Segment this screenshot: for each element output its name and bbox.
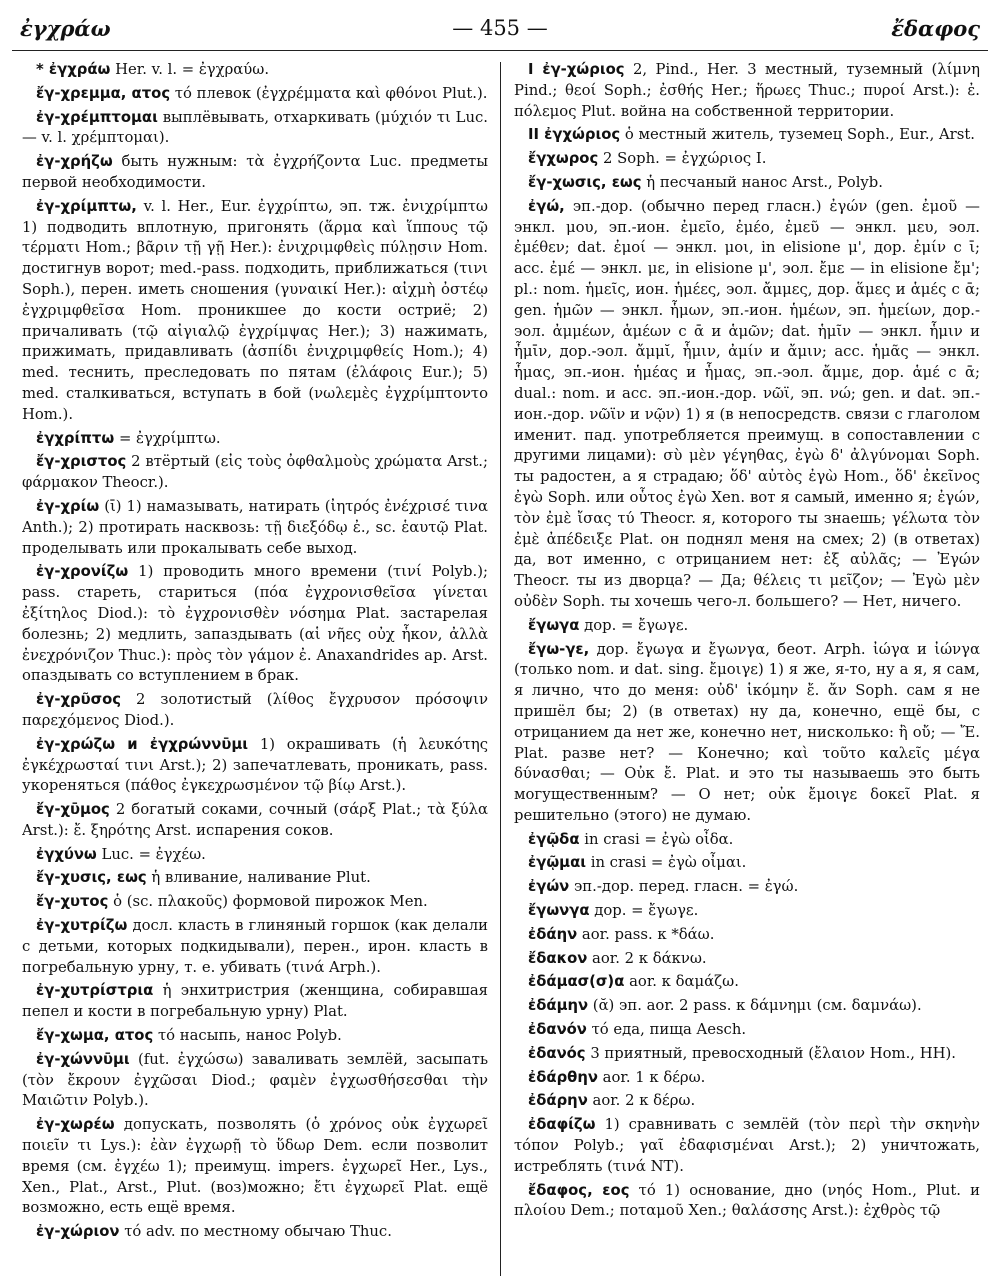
entry-headword: * ἐγχράω (36, 61, 111, 78)
entry-headword: ἐγ-χρίω (36, 497, 100, 515)
dictionary-entry (514, 830, 980, 851)
entry-headword: ἐδάρην (528, 1092, 588, 1110)
entry-headword: ἔγχωρος (528, 150, 599, 168)
entry-definition: эп.-дор. (обычно перед гласн.) ἐγών (gen. ἐμοῦ — энкл. μου, эп.-ион. ἐμεῖο, ἐμέο, ἐμεῦ — энкл. μευ, эол. ἐμέθεν; dat. ἐμοί — энкл. μοι, in elisione μ', дор. ἐμίν с ῑ; acc. ἐμέ — энкл. με, in elisione μ', эол. ἔμε — in elisione ἔμ'; pl.: nom. ἡμεῖς, ион. ἡμέες, эол. ἄμμες, дор. ἅμες и ἁμές с ᾱ; gen. ἡμῶν — энкл. ἧμων, эп.-ион. ἡμέων, эп. ἡμείων, дор.-эол. ἀμμέων, ἁμέων с ᾱ и ἁμῶν; dat. ἡμῖν — энкл. ἧμιν и ἧμῑν, дор.-эол. ἄμμῐ, ἧμιν, ἀμίν и ἄμιν; acc. ἡμᾶς — энкл. ἧμας, эп.-ион. ἡμέας и ἧμας, эп.-эол. ἄμμε, дор. ἁμέ с ᾱ; dual.: nom. и acc. эп.-ион.-дор. νῶϊ, эп. νώ; gen. и dat. эп.-ион.-дор. νῶϊν и νῷν) 1) я (в непосредств. связи с глаголом именит. пад. употребляется преимущ. в сопоставлении с другими лицами): σὺ μὲν γέγηθας, ἐγὼ δ' ἀλγύνομαι Soph. ты радостен, а я страдаю; ὅδ' αὐτὸς ἐγὼ Hom., ὅδ' ἐκεῖνος ἐγὼ Soph. или οὗτος ἐγὼ Xen. вот я самый, именно я; ἐγών, τὸν ἐμὲ ἴσας τύ Theocr. я, которого ты знаешь; γέλωτα τὸν ἐμὲ ἀπέδειξε Plat. он поднял меня на смех; 2) (в ответах) да, вот именно, с отрицанием нет: ἐξ αὐλᾶς; — Ἐγών Theocr. ты из дворца? — Да; θέλεις τι μεῖζον; — Ἐγὼ μὲν οὐδὲν Soph. ты хочешь чего-л. большего? — Нет, ничего. (514, 197, 980, 610)
entry-headword: ἐδανόν (528, 1021, 587, 1039)
dictionary-entry (514, 972, 980, 993)
entry-definition: дор. = ἔγωγε. (584, 616, 689, 634)
entry-definition: (ᾰ) эп. aor. 2 pass. к δάμνημι (см. δαμνάω). (592, 997, 922, 1015)
entry-definition: = ἐγχρίμπτω. (118, 429, 221, 447)
entry-definition: 3 приятный, превосходный (ἔλαιον Hom., HH). (590, 1044, 956, 1062)
entry-headword: ἔγ-χυσις, εως (36, 869, 147, 887)
dictionary-entry (22, 429, 488, 450)
entry-definition: τό плевок (ἐγχρέμματα καὶ φθόνοι Plut.). (174, 84, 488, 102)
entry-headword: ἐγ-χυτρίστρια (36, 982, 154, 1000)
entry-definition: in crasi = ἐγὼ οἶδα. (584, 830, 734, 848)
dictionary-entry (514, 925, 980, 946)
dictionary-entry (22, 497, 488, 559)
entry-definition: τό еда, пища Aesch. (591, 1021, 747, 1039)
dictionary-entry (22, 868, 488, 889)
entry-headword: ἐδαφίζω (528, 1116, 596, 1134)
dictionary-entry (514, 640, 980, 827)
entry-definition: ὁ (sc. πλακοῦς) формовой пирожок Men. (113, 893, 428, 911)
dictionary-entry (22, 690, 488, 732)
entry-definition: 1) проводить много времени (τινί Polyb.); pass. стареть, стариться (πόα ἐγχρονισθεῖσα γίνεται ἐξίτηλος Diod.): τὸ ἐγχρονισθὲν νόσημα Plat. застарелая болезнь; 2) медлить, запаздывать (αἱ νῆες οὐχ ἧκον, ἀλλὰ ἐνεχρόνιζον Thuc.): πρὸς τὸν γάμον ἐ. Anaxandrides ap. Arst. опаздывать со вступлением в брак. (22, 563, 488, 685)
dictionary-entry (514, 901, 980, 922)
entry-definition: ἡ энхитристрия (женщина, собиравшая пепел и кости в погребальную урну) Plat. (22, 982, 488, 1021)
entry-headword: ἐγ-χώριον (36, 1223, 120, 1241)
entry-definition: τό насыпь, нанос Polyb. (157, 1027, 342, 1045)
entry-definition: Luc. = ἐγχέω. (101, 845, 206, 863)
entry-headword: ἐδάμην (528, 997, 589, 1015)
dictionary-entry (22, 1115, 488, 1219)
dictionary-entry (22, 562, 488, 687)
dictionary-entry (22, 981, 488, 1023)
entry-definition: aor. 2 к δάκνω. (592, 949, 707, 967)
entry-definition: aor. pass. к *δάω. (581, 925, 715, 943)
dictionary-entry (514, 996, 980, 1017)
entry-headword: ἐγ-χρώζω и ἐγχρώννῡμι (36, 735, 249, 753)
dictionary-entry (514, 1091, 980, 1112)
entry-definition: 1) окрашивать (ἡ λευκότης ἐγκέχρωσταί τινι Arst.); 2) запечатлевать, проникать, pass. укореняться (πάθος ἐγκεχρωσμένον τῷ βίῳ Arst.). (22, 735, 488, 795)
entry-definition: 2 втёртый (εἰς τοὺς ὀφθαλμοὺς χρώματα Arst.; φάρμακον Theocr.). (22, 453, 488, 492)
entry-headword: ἐδάμασ(σ)α (528, 973, 625, 991)
entry-definition: v. l. Her., Eur. ἐγχρίπτω, эп. тж. ἐνιχρίμπτω 1) подводить вплотную, пригонять (ἅρμα καὶ ἵππους τῷ τέρματι Hom.; βᾶριν τῇ γῇ Her.): ἐνιχριμφθεὶς πύλῃσιν Hom. достигнув ворот; med.-pass. подходить, приближаться (τινι Soph.), перен. иметь сношения (γυναικί Her.): αἰχμὴ ὀστέῳ ἐγχριμφθεῖσα Hom. проникшее до кости остриё; 2) причаливать (τῷ αἰγιαλῷ ἐγχρίμψας Her.); 3) нажимать, прижимать, придавливать (ἀσπίδι ἐνιχριμφθείς Hom.); 4) med. теснить, преследовать по пятам (ἐλάφοις Eur.); 5) med. сталкиваться, вступать в бой (νωλεμὲς ἐγχρίμπτοντο Hom.). (22, 197, 488, 423)
dictionary-entry (22, 452, 488, 494)
entry-definition: 2 Soph. = ἐγχώριος I. (602, 150, 767, 168)
entry-headword: ἔγ-χρεμμα, ατος (36, 84, 171, 102)
entry-headword: ἔγ-χωσις, εως (528, 173, 642, 191)
left-column (22, 60, 488, 1276)
head-left-word: ἐγχράω (20, 16, 111, 41)
entry-headword: ἔγ-χυτος (36, 893, 109, 911)
entry-headword: ἔδακον (528, 949, 588, 967)
entry-definition: τό adv. по местному обычаю Thuc. (124, 1223, 392, 1241)
dictionary-entry (514, 197, 980, 613)
dictionary-entry (514, 60, 980, 122)
entry-definition: 2 богатый соками, сочный (σάρξ Plat.; τὰ ξύλα Arst.): ἔ. ξηρότης Arst. испарения соков. (22, 801, 488, 839)
entry-headword: ἐγώ, (528, 197, 565, 215)
head-right-word: ἔδαφος (891, 16, 980, 41)
entry-headword: II ἐγχώριος (528, 126, 621, 144)
entry-headword: ἔγωγα (528, 616, 580, 634)
entry-headword: ἐγῷμαι (528, 854, 586, 872)
entry-headword: ἐγ-χώννῡμι (36, 1050, 130, 1068)
entry-headword: ἐδάρθην (528, 1068, 598, 1086)
entry-headword: ἐγ-χρήζω (36, 153, 113, 171)
dictionary-entry (514, 1115, 980, 1177)
entry-headword: ἐγχρίπτω (36, 429, 115, 447)
dictionary-entry (514, 149, 980, 170)
running-head (12, 10, 988, 46)
dictionary-entry (514, 1020, 980, 1041)
entry-definition: эп.-дор. перед. гласн. = ἐγώ. (573, 878, 799, 896)
dictionary-entry (514, 949, 980, 970)
entry-headword: ἐγ-χρονίζω (36, 563, 129, 581)
entry-definition: τό 1) основание, дно (νηός Hom., Plut. и πλοίου Dem.; ποταμοῦ Xen.; θαλάσσης Arst.): ἐχθρὸς τῷ (514, 1181, 980, 1220)
dictionary-entry (22, 108, 488, 150)
dictionary-entry (514, 1181, 980, 1223)
dictionary-entry (514, 1044, 980, 1065)
entry-headword: ἐγ-χρίμπτω, (36, 197, 137, 215)
entry-headword: ἐγχύνω (36, 845, 97, 863)
entry-definition: быть нужным: τὰ ἐγχρήζοντα Luc. предметы первой необходимости. (22, 153, 488, 191)
dictionary-entry (22, 1050, 488, 1112)
dictionary-entry (514, 616, 980, 637)
entry-definition: 1) сравнивать с землёй (τὸν περὶ τὴν σκηνὴν τόπον Polyb.; γαῖ ἐδαφισμέναι Arst.); 2) уничтожать, истреблять (τινά NT). (514, 1116, 980, 1175)
right-column (514, 60, 980, 1276)
entry-headword: ἐδανός (528, 1044, 586, 1062)
entry-definition: выплёвывать, отхаркивать (μύχιόν τι Luc.— v. l. χρέμπτομαι). (22, 108, 488, 147)
entry-definition: aor. 1 к δέρω. (602, 1068, 706, 1086)
dictionary-entry (514, 1068, 980, 1089)
entry-definition: (fut. ἐγχώσω) заваливать землёй, засыпать (τὸν ἔκρουν ἐγχῶσαι Diod.; φαμὲν ἐγχωσθήσεσθαι τὴν Μαιῶτιν Polyb.). (22, 1050, 488, 1110)
entry-definition: ὁ местный житель, туземец Soph., Eur., Arst. (624, 126, 975, 144)
entry-definition: Her. v. l. = ἐγχραύω. (115, 61, 270, 78)
entry-definition: ἡ песчаный нанос Arst., Polyb. (646, 173, 883, 191)
dictionary-entry (22, 735, 488, 797)
entry-definition: 2, Pind., Her. 3 местный, туземный (λίμνη Pind.; θεοί Soph.; ἐσθής Her.; ἥρωες Thuc.; πυροί Arst.): ἐ. πόλεμος Plut. война на собственной территории. (514, 61, 980, 120)
entry-definition: досл. класть в глиняный горшок (как делали с детьми, которых подкидывали), перен., ирон. класть в погребальную урну, т. е. убивать (τινά Arph.). (22, 917, 488, 976)
dictionary-entry (22, 845, 488, 866)
entry-headword: ἔγω-γε, (528, 640, 590, 658)
entry-headword: I ἐγ-χώριος (528, 61, 625, 78)
entry-definition: дор. ἔγωγα и ἔγωνγα, беот. Arph. ἰώγα и ἰώνγα (только nom. и dat. sing. ἔμοιγε) 1) я же, я-то, ну а я, я сам, я лично, что до меня: οὐδ' ἱκόμην ἔ. ἄν Soph. сам я не пришёл бы; 2) (в ответах) ну да, конечно, ещё бы, с отрицанием да нет же, конечно нет, нисколько: ἢ οὔ; — Ἔ. Plat. разве нет? — Конечно; καὶ τοῦτο καλεῖς μέγα δύνασθαι; — Οὐκ ἔ. Plat. и это ты называешь это быть могущественным? — О нет; οὐκ ἔμοιγε δοκεῖ Plat. я решительно (этого) не думаю. (514, 640, 980, 824)
entry-definition: дор. = ἔγωγε. (594, 902, 699, 920)
entry-definition: aor. к δαμάζω. (629, 973, 739, 991)
entry-headword: ἔγ-χριστος (36, 453, 127, 471)
dictionary-entry (22, 60, 488, 81)
entry-headword: ἐγ-χρῦσος (36, 691, 122, 709)
entry-headword: ἐγ-χυτρίζω (36, 917, 128, 935)
column-divider (500, 62, 501, 1276)
entry-headword: ἔγ-χωμα, ατος (36, 1027, 154, 1045)
dictionary-entry (514, 853, 980, 874)
entry-definition: ἡ вливание, наливание Plut. (151, 869, 371, 887)
entry-headword: ἐγῷδα (528, 830, 580, 848)
dictionary-entry (514, 173, 980, 194)
dictionary-entry (22, 1026, 488, 1047)
dictionary-entry (22, 152, 488, 194)
entry-headword: ἔγ-χῡμος (36, 801, 110, 819)
entry-definition: 2 золотистый (λίθος ἔγχρυσον πρόσοψιν παρεχόμενος Diod.). (22, 691, 488, 729)
dictionary-entry (514, 877, 980, 898)
entry-headword: ἐδάην (528, 925, 578, 943)
dictionary-entry (22, 892, 488, 913)
header-rule (12, 50, 988, 51)
entry-headword: ἐγών (528, 878, 570, 896)
entry-definition: допускать, позволять (ὁ χρόνος οὐκ ἐγχωρεῖ ποιεῖν τι Lys.): ἐὰν ἐγχωρῇ τὸ ὕδωρ Dem. если позволит время (см. ἐγχέω 1); преимущ. impers. ἐγχωρεῖ Her., Lys., Xen., Plat., Arst., Plut. (воз)можно; ἔτι ἐγχωρεῖ Plat. ещё возможно, есть ещё время. (22, 1116, 488, 1217)
entry-headword: ἔδαφος, εος (528, 1181, 630, 1199)
dictionary-entry (514, 125, 980, 146)
entry-headword: ἔγωνγα (528, 902, 590, 920)
entry-headword: ἐγ-χωρέω (36, 1116, 115, 1134)
entry-definition: aor. 2 к δέρω. (592, 1092, 696, 1110)
dictionary-entry (22, 84, 488, 105)
page-number: — 455 — (452, 16, 548, 40)
entry-headword: ἐγ-χρέμπτομαι (36, 108, 158, 126)
entry-definition: (ῑ) 1) намазывать, натирать (ἰητρός ἐνέχρισέ τινα Anth.); 2) протирать насквозь: τῇ διεξόδῳ ἐ., sc. ἑαυτῷ Plat. проделывать или прокалывать себе выход. (22, 497, 488, 557)
entry-definition: in crasi = ἐγὼ οἶμαι. (590, 854, 747, 872)
dictionary-entry (22, 916, 488, 978)
dictionary-entry (22, 1222, 488, 1243)
dictionary-entry (22, 800, 488, 842)
dictionary-entry (22, 197, 488, 426)
